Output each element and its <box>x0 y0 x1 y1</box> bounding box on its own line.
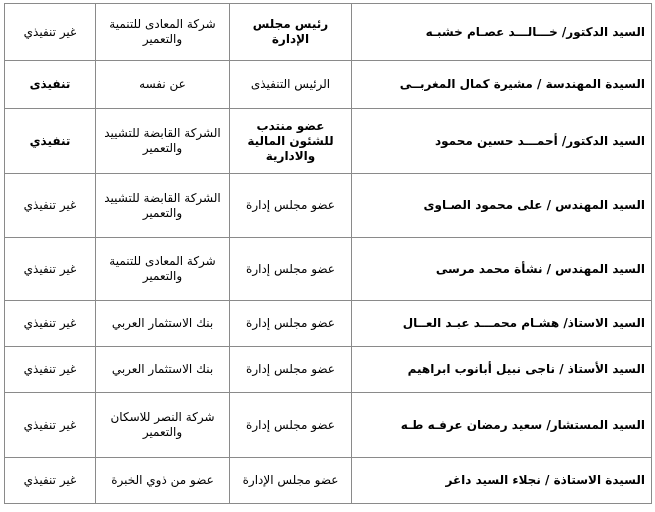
member-type: غير تنفيذي <box>5 393 96 458</box>
member-entity: بنك الاستثمار العربي <box>96 347 230 393</box>
member-position: عضو مجلس إدارة <box>230 174 352 238</box>
member-name: السيد المستشار/ سعيد رمضان عرفـه طـه <box>352 393 652 458</box>
member-type: غير تنفيذي <box>5 174 96 238</box>
member-entity: شركة النصر للاسكان والتعمير <box>96 393 230 458</box>
table-row <box>5 347 652 393</box>
table-row <box>5 174 652 238</box>
table-row <box>5 61 652 109</box>
member-name: السيدة المهندسة / مشيرة كمال المغربــى <box>352 61 652 109</box>
member-entity: عن نفسه <box>96 61 230 109</box>
member-position: عضو مجلس الإدارة <box>230 458 352 504</box>
member-position: عضو منتدب للشئون المالية والادارية <box>230 109 352 174</box>
member-name: السيد الدكتور/ خـــالـــد عصـام خشبـه <box>352 4 652 61</box>
table-row <box>5 301 652 347</box>
table-row <box>5 393 652 458</box>
member-position: عضو مجلس إدارة <box>230 301 352 347</box>
member-type: غير تنفيذي <box>5 458 96 504</box>
member-name: السيد الدكتور/ أحمـــد حسين محمود <box>352 109 652 174</box>
member-position: عضو مجلس إدارة <box>230 347 352 393</box>
member-name: السيد المهندس / على محمود الصـاوى <box>352 174 652 238</box>
member-name: السيد الأستاذ / ناجى نبيل أبانوب ابراهيم <box>352 347 652 393</box>
member-entity: شركة المعادى للتنمية والتعمير <box>96 4 230 61</box>
member-entity: عضو من ذوي الخبرة <box>96 458 230 504</box>
member-entity: الشركة القابضة للتشييد والتعمير <box>96 174 230 238</box>
table-row <box>5 109 652 174</box>
board-members-table <box>4 3 652 504</box>
member-name: السيد الاستاذ/ هشـام محمـــد عبـد العــال <box>352 301 652 347</box>
member-entity: الشركة القابضة للتشييد والتعمير <box>96 109 230 174</box>
member-entity: بنك الاستثمار العربي <box>96 301 230 347</box>
member-position: الرئيس التنفيذى <box>230 61 352 109</box>
member-position: عضو مجلس إدارة <box>230 238 352 301</box>
member-type: تنفيذي <box>5 109 96 174</box>
member-entity: شركة المعادى للتنمية والتعمير <box>96 238 230 301</box>
member-type: غير تنفيذي <box>5 4 96 61</box>
member-type: غير تنفيذي <box>5 301 96 347</box>
member-position: عضو مجلس إدارة <box>230 393 352 458</box>
member-type: غير تنفيذي <box>5 238 96 301</box>
member-type: تنفيذى <box>5 61 96 109</box>
table-row <box>5 238 652 301</box>
member-name: السيد المهندس / نشأة محمد مرسى <box>352 238 652 301</box>
table-row <box>5 4 652 61</box>
member-position: رئيس مجلس الإدارة <box>230 4 352 61</box>
table-row <box>5 458 652 504</box>
member-name: السيدة الاستاذة / نجلاء السيد داغر <box>352 458 652 504</box>
member-type: غير تنفيذي <box>5 347 96 393</box>
